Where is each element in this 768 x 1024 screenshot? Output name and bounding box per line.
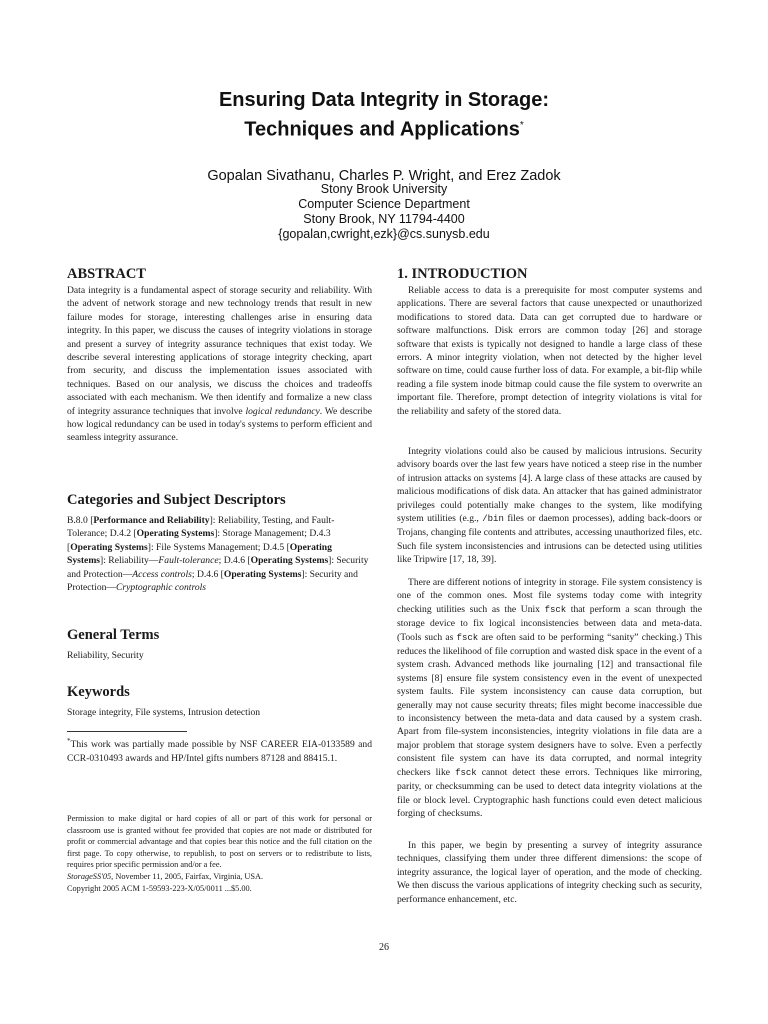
code-fsck: fsck xyxy=(544,604,567,615)
keywords-text: Storage integrity, File systems, Intrusion detection xyxy=(67,707,261,718)
affiliation-department: Computer Science Department xyxy=(298,197,470,211)
code-fsck: fsck xyxy=(456,632,479,643)
general-terms-text: Reliability, Security xyxy=(67,650,144,661)
footnote-mark: * xyxy=(67,737,71,745)
author-list: Gopalan Sivathanu, Charles P. Wright, and Erez Zadok xyxy=(207,168,561,184)
categories-text xyxy=(67,514,372,594)
affiliation-address: Stony Brook, NY 11794-4400 xyxy=(303,212,465,226)
abstract-emphasis: logical redundancy xyxy=(245,405,320,417)
introduction-heading: 1. INTRODUCTION xyxy=(397,266,528,282)
general-terms-heading: General Terms xyxy=(67,627,160,643)
category-entry: D.4.2 [Operating Systems]: Storage Management; xyxy=(109,528,310,540)
title-footnote-mark: * xyxy=(519,120,524,131)
category-entry: D.4.6 [Operating Systems]: Security and Protection—Cryptographic controls xyxy=(67,568,358,594)
abstract-text: Data integrity is a fundamental aspect of storage security and reliability. With the advent of network storage and new technology trends that result in new failure modes for storage, interesting challenges arise in ensuring data integrity. In this paper, we discuss the causes of integrity violations in storage and present a survey of integrity assurance techniques that exist today. We describe several interesting applications of storage integrity checking, apart from security, and discuss the implementation issues associated with techniques. Based on our analysis, we discuss the choices and tradeoffs associated with each mechanism. We then identify and formalize a new class of integrity assurance techniques that involve logical redundancy. We describe how logical redundancy can be used in today's systems to perform efficient and seamless integrity assurance. xyxy=(67,285,373,444)
right-column xyxy=(397,0,702,1024)
intro-paragraph-4: In this paper, we begin by presenting a survey of integrity assurance techniques, classifying them under three different dimensions: the scope of integrity assurance, the logical layer of operation, and the mode of checking. We then discuss the various applications of integrity checking such as security, performance enhancement, etc. xyxy=(397,840,702,905)
title-line-1: Ensuring Data Integrity in Storage: xyxy=(218,89,550,111)
intro-paragraph-2: Integrity violations could also be caused by malicious intrusions. Security advisory boards over the last few years have noticed a steep rise in the number of intrusion attacks on systems [4]. A large class of these attacks are caused by malicious modifications of disk data. An attacker that has gained administrator privileges could potentially make changes to the system, like modifying system utilities (e.g., /bin files or daemon processes), adding back-doors or Trojans, changing file contents and attributes, accessing unauthorized files, etc. Such file system inconsistencies and intrusions can be detected using utilities like Tripwire [17, 18, 39]. xyxy=(397,446,702,566)
category-entry: D.4.5 [Operating Systems]: Reliability—Fault-tolerance; xyxy=(67,541,332,567)
intro-paragraph-1: Reliable access to data is a prerequisite for most computer systems and applications. There are several factors that cause unexpected or unauthorized modifications to stored data. Data can get corrupted due to hardware or software malfunctions. Disk errors are common today [26] and storage software that exists is typically not designed to handle a large class of these errors. A minor integrity violation, when not detected by the higher level software on time, could cause further loss of data. For example, a bit-flip while reading a file system inode bitmap could cause the file system to overwrite an important file. Therefore, prompt detection of integrity violations is vital for the reliability and safety of the stored data. xyxy=(397,285,702,417)
code-bin: /bin xyxy=(482,514,504,525)
category-entry: D.4.6 [Operating Systems]: Security and Protection—Access controls; xyxy=(67,555,369,580)
affiliation-email: {gopalan,cwright,ezk}@cs.sunysb.edu xyxy=(278,227,490,241)
permission-notice: Permission to make digital or hard copies of all or part of this work for personal or classroom use is granted without fee provided that copies are not made or distributed for profit or commercial advantage and that copies bear this notice and the full citation on the first page. To copy otherwise, to republish, to post on servers or to redistribute to lists, requires prior specific permission and/or a fee. StorageSS'05, November 11, 2005, Fairfax, Virginia, USA. Copyright 2005 ACM 1-59593-223-X/05/0011 ...$5.00. xyxy=(67,814,372,893)
footnote-rule xyxy=(67,731,187,732)
code-fsck: fsck xyxy=(455,767,477,778)
copyright-line: Copyright 2005 ACM 1-59593-223-X/05/0011 ...$5.00. xyxy=(67,883,252,893)
category-entry: B.8.0 [Performance and Reliability]: Reliability, Testing, and Fault-Tolerance; xyxy=(67,515,335,540)
intro-paragraph-3: There are different notions of integrity in storage. File system consistency is one of the common ones. Most file systems today come with integrity checking utilities such as the Unix fsck that perform a scan through the storage device to fix logical inconsistencies between data and meta-data. (Tools such as fsck are often said to be performing “sanity” checking.) This reduces the likelihood of file corruption and wasted disk space in the event of a system crash. Advanced methods like journaling [12] and transactional file systems [8] ensure file system consistency even in the event of unexpected system faults. File system inconsistency can cause data corruption, but generally may not cause security threats; files might become inaccessible due to inconsistency between the meta-data and data caused by a system crash. Apart from file-system inconsistencies, integrity violations in file data are a major problem that storage system designers have to solve. Even a perfectly consistent file system can have its data corrupted, and normal integrity checkers like fsck cannot detect these errors. Techniques like mirroring, parity, or checksumming can be used to detect data integrity violations at the file or block level. Cryptographic hash functions could even detect malicious forging of checksums. xyxy=(397,577,702,819)
footnote-text: *This work was partially made possible by NSF CAREER EIA-0133589 and CCR-0310493 awards and HP/Intel gifts numbers 87128 and 88415.1. xyxy=(67,737,372,764)
title-line-2: Techniques and Applications* xyxy=(244,118,524,141)
keywords-heading: Keywords xyxy=(67,684,130,700)
left-column xyxy=(67,0,372,1024)
categories-heading: Categories and Subject Descriptors xyxy=(67,492,286,508)
affiliation-university: Stony Brook University xyxy=(320,182,448,196)
abstract-heading: ABSTRACT xyxy=(67,266,146,282)
category-entry: D.4.3 [Operating Systems]: File Systems Management; xyxy=(67,528,331,553)
page-number: 26 xyxy=(379,942,389,953)
venue-line: StorageSS'05, November 11, 2005, Fairfax, Virginia, USA. xyxy=(67,871,264,881)
